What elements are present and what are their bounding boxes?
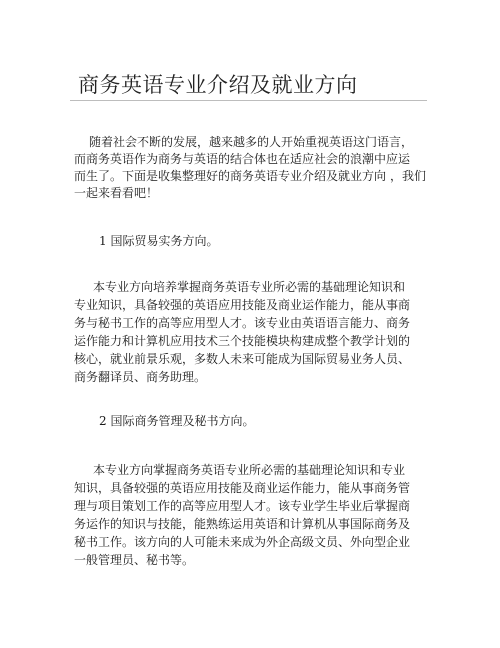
section-heading-2: 2 国际商务管理及秘书方向。 <box>99 414 255 428</box>
title-divider <box>70 100 427 101</box>
page-title: 商务英语专业介绍及就业方向 <box>78 73 358 97</box>
section-2-line-3: 理与项目策划工作的高等应用型人才。该专业学生毕业后掌握商 <box>74 499 411 513</box>
section-2-line-1: 本专业方向掌握商务英语专业所必需的基础理论知识和专业 <box>93 463 406 477</box>
section-heading-1: 1 国际贸易实务方向。 <box>99 234 219 248</box>
intro-line-4: 一起来看看吧！ <box>74 186 159 200</box>
section-2-line-2: 知识，具备较强的英语应用技能及商业运作能力，能从事商务管 <box>74 481 411 495</box>
section-1-line-1: 本专业方向培养掌握商务英语专业所必需的基础理论知识和 <box>93 280 406 294</box>
intro-line-1: 随着社会不断的发展，越来越多的人开始重视英语这门语言， <box>89 135 414 149</box>
section-1-line-6: 商务翻译员、商务助理。 <box>74 370 207 384</box>
section-1-line-3: 务与秘书工作的高等应用型人才。该专业由英语语言能力、商务 <box>74 316 411 330</box>
section-1-line-5: 核心，就业前景乐观，多数人未来可能成为国际贸易业务人员、 <box>74 352 411 366</box>
intro-line-3: 而生了。下面是收集整理好的商务英语专业介绍及就业方向 <box>74 169 387 183</box>
intro-line-2: 而商务英语作为商务与英语的结合体也在适应社会的浪潮中应运 <box>74 152 411 166</box>
section-1-line-2: 专业知识，具备较强的英语应用技能及商业运作能力，能从事商 <box>74 298 411 312</box>
section-1-line-4: 运作能力和计算机应用技术三个技能模块构建成整个教学计划的 <box>74 334 411 348</box>
section-2-line-5: 秘书工作。该方向的人可能未来成为外企高级文员、外向型企业 <box>74 535 411 549</box>
section-2-line-4: 务运作的知识与技能，能熟练运用英语和计算机从事国际商务及 <box>74 517 411 531</box>
intro-line-3-tail: ，我们 <box>390 169 427 183</box>
section-2-line-6: 一般管理员、秘书等。 <box>74 553 195 567</box>
